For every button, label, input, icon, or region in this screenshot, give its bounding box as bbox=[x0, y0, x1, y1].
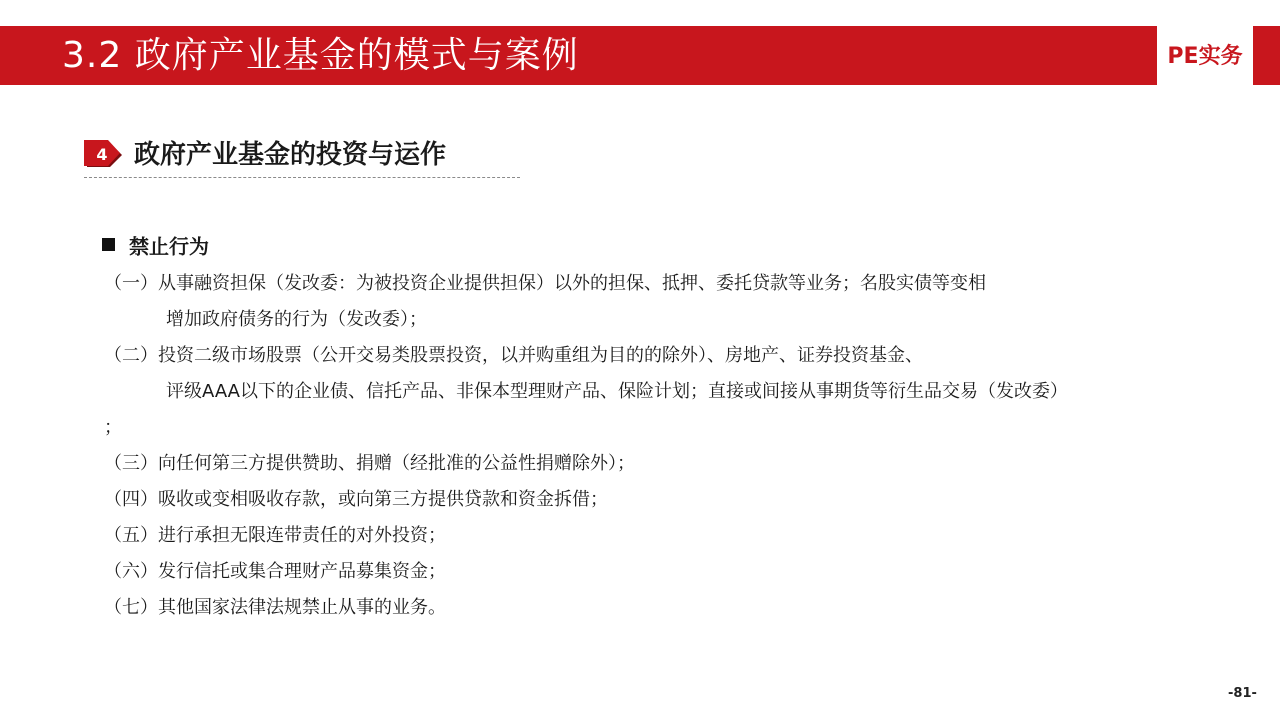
title-bar bbox=[0, 26, 1157, 85]
list-heading bbox=[102, 232, 209, 260]
list-item-line: （七）其他国家法律法规禁止从事的业务。 bbox=[104, 597, 446, 618]
section-title: 政府产业基金的投资与运作 bbox=[134, 140, 447, 170]
section-number-badge bbox=[84, 138, 126, 172]
brand-box bbox=[1157, 26, 1253, 85]
list-item-line: 评级AAA以下的企业债、信托产品、非保本型理财产品、保险计划；直接或间接从事期货等衍生品交易（发改委） bbox=[166, 381, 1068, 402]
list-item-line: （四）吸收或变相吸收存款，或向第三方提供贷款和资金拆借； bbox=[104, 489, 608, 510]
section-number: 4 bbox=[96, 145, 108, 164]
square-bullet-icon bbox=[102, 238, 115, 251]
list-item-line: ； bbox=[104, 417, 122, 438]
list-item-line: （六）发行信托或集合理财产品募集资金； bbox=[104, 561, 446, 582]
list-item-line: （二）投资二级市场股票（公开交易类股票投资，以并购重组为目的的除外）、房地产、证券投资基金、 bbox=[104, 345, 923, 366]
section-heading bbox=[84, 133, 520, 178]
list-item-line: （五）进行承担无限连带责任的对外投资； bbox=[104, 525, 446, 546]
list-heading-text: 禁止行为 bbox=[129, 234, 209, 259]
brand-strip bbox=[1253, 26, 1280, 85]
list-item-line: 增加政府债务的行为（发改委）； bbox=[166, 309, 427, 330]
list-item-line: （三）向任何第三方提供赞助、捐赠（经批准的公益性捐赠除外）； bbox=[104, 453, 635, 474]
page-title: 3.2 政府产业基金的模式与案例 bbox=[62, 35, 579, 76]
list-item-line: （一）从事融资担保（发改委：为被投资企业提供担保）以外的担保、抵押、委托贷款等业务；名股实债等变相 bbox=[104, 273, 986, 294]
brand-label: PE实务 bbox=[1167, 44, 1243, 69]
page-number: -81- bbox=[1228, 686, 1257, 701]
